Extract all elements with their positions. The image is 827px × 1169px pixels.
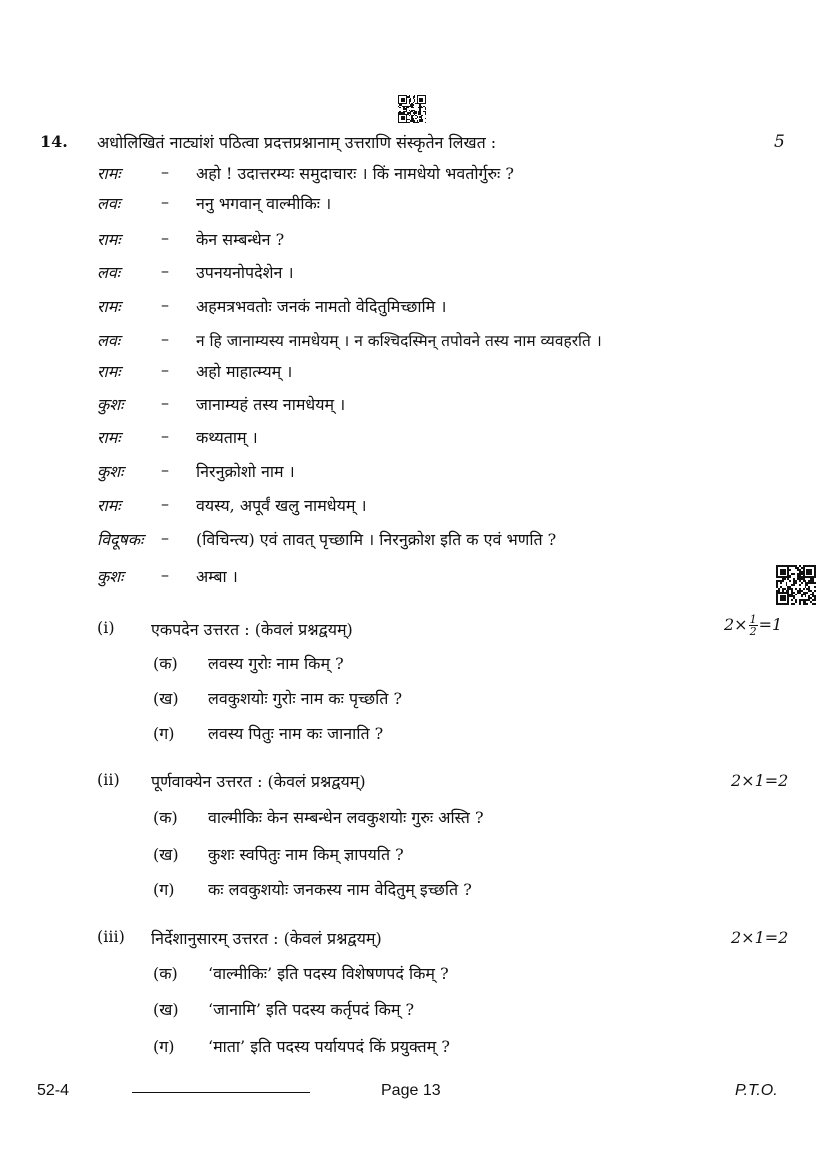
dialogue-text: (विचिन्त्य) एवं तावत् पृच्छामि । निरनुक्रोश इति क एवं भणति ? (196, 530, 557, 549)
subquestion-title: पूर्णवाक्येन उत्तरत : (केवलं प्रश्नद्वयम्) (151, 772, 366, 791)
dialogue-text: उपनयनोपदेशेन । (196, 263, 294, 282)
speaker: विदूषकः (97, 530, 144, 549)
option-text: लवकुशयोः गुरोः नाम कः पृच्छति ? (208, 689, 403, 708)
dialogue-text: अहमत्रभवतोः जनकं नामतो वेदितुमिच्छामि । (196, 297, 447, 316)
subquestion-marks (724, 614, 782, 637)
qr-code-icon (776, 565, 816, 605)
speaker: रामः (97, 230, 121, 249)
subquestion-marks: 2×1=2 (731, 771, 789, 790)
option-label: (ग) (153, 1037, 175, 1056)
qr-code-icon (398, 95, 426, 123)
speaker: लवः (97, 331, 120, 350)
subquestion-number: (i) (97, 618, 115, 637)
dialogue-dash: – (161, 528, 169, 547)
dialogue-text: अहो ! उदात्तरम्यः समुदाचारः । किं नामधेयो भवतोर्गुरुः ? (196, 164, 514, 183)
dialogue-dash: – (161, 360, 169, 379)
option-text: ‘माता’ इति पदस्य पर्यायपदं किं प्रयुक्तम् ? (208, 1037, 450, 1056)
option-label: (ख) (153, 845, 179, 864)
option-text: ‘वाल्मीकिः’ इति पदस्य विशेषणपदं किम् ? (208, 964, 449, 983)
option-label: (ग) (153, 724, 175, 743)
subquestion-marks: 2×1=2 (731, 928, 789, 947)
dialogue-dash: – (161, 192, 169, 211)
dialogue-dash: – (161, 295, 169, 314)
question-marks: 5 (774, 132, 785, 152)
question-instruction: अधोलिखितं नाट्यांशं पठित्वा प्रदत्तप्रश्नानाम् उत्तराणि संस्कृतेन लिखत : (97, 133, 497, 152)
dialogue-text: निरनुक्रोशो नाम । (196, 462, 295, 481)
paper-code: 52-4 (37, 1082, 70, 1099)
fraction-denominator: 2 (749, 625, 757, 638)
speaker: रामः (97, 362, 121, 381)
subquestion-number: (iii) (97, 927, 125, 946)
pto-label: P.T.O. (735, 1082, 778, 1099)
option-label: (क) (153, 964, 178, 983)
speaker: रामः (97, 496, 121, 515)
option-text: कः लवकुशयोः जनकस्य नाम वेदितुम् इच्छति ? (208, 880, 472, 899)
dialogue-dash: – (161, 329, 169, 348)
option-label: (क) (153, 654, 178, 673)
speaker: कुशः (97, 462, 124, 481)
page-number: Page 13 (381, 1082, 441, 1099)
dialogue-text: ननु भगवान् वाल्मीकिः । (196, 194, 332, 213)
dialogue-text: जानाम्यहं तस्य नामधेयम् । (196, 395, 346, 414)
option-text: लवस्य पितुः नाम कः जानाति ? (208, 724, 384, 743)
dialogue-dash: – (161, 460, 169, 479)
dialogue-text: कथ्यताम् । (196, 428, 258, 447)
dialogue-text: न हि जानाम्यस्य नामधेयम् । न कश्चिदस्मिन् तपोवने तस्य नाम व्यवहरति । (196, 332, 602, 350)
question-number: 14. (40, 132, 68, 151)
fraction-numerator: 1 (749, 613, 757, 626)
option-text: कुशः स्वपितुः नाम किम् ज्ञापयति ? (208, 845, 404, 864)
option-text: लवस्य गुरोः नाम किम् ? (208, 654, 344, 673)
dialogue-dash: – (161, 565, 169, 584)
option-label: (ग) (153, 880, 175, 899)
option-text: वाल्मीकिः केन सम्बन्धेन लवकुशयोः गुरुः अस्ति ? (208, 808, 484, 827)
option-label: (क) (153, 808, 178, 827)
footer-divider (132, 1092, 310, 1093)
marks-prefix: 2× (724, 615, 748, 634)
speaker: कुशः (97, 567, 124, 586)
dialogue-text: अहो माहात्म्यम् । (196, 362, 293, 381)
dialogue-dash: – (161, 393, 169, 412)
speaker: कुशः (97, 395, 124, 414)
marks-suffix: =1 (758, 615, 783, 634)
dialogue-dash: – (161, 228, 169, 247)
option-text: ‘जानामि’ इति पदस्य कर्तृपदं किम् ? (208, 1000, 415, 1019)
marks-fraction (749, 614, 758, 637)
dialogue-text: केन सम्बन्धेन ? (196, 230, 285, 249)
dialogue-text: अम्बा । (196, 567, 238, 586)
speaker: रामः (97, 164, 121, 183)
speaker: लवः (97, 263, 120, 282)
subquestion-number: (ii) (97, 770, 120, 789)
option-label: (ख) (153, 689, 179, 708)
dialogue-dash: – (161, 261, 169, 280)
subquestion-title: निर्देशानुसारम् उत्तरत : (केवलं प्रश्नद्वयम्) (151, 929, 382, 948)
speaker: लवः (97, 194, 120, 213)
dialogue-text: वयस्य, अपूर्वं खलु नामधेयम् । (196, 496, 367, 515)
dialogue-dash: – (161, 162, 169, 181)
option-label: (ख) (153, 1000, 179, 1019)
dialogue-dash: – (161, 494, 169, 513)
dialogue-dash: – (161, 426, 169, 445)
speaker: रामः (97, 297, 121, 316)
speaker: रामः (97, 428, 121, 447)
subquestion-title: एकपदेन उत्तरत : (केवलं प्रश्नद्वयम्) (151, 620, 353, 639)
